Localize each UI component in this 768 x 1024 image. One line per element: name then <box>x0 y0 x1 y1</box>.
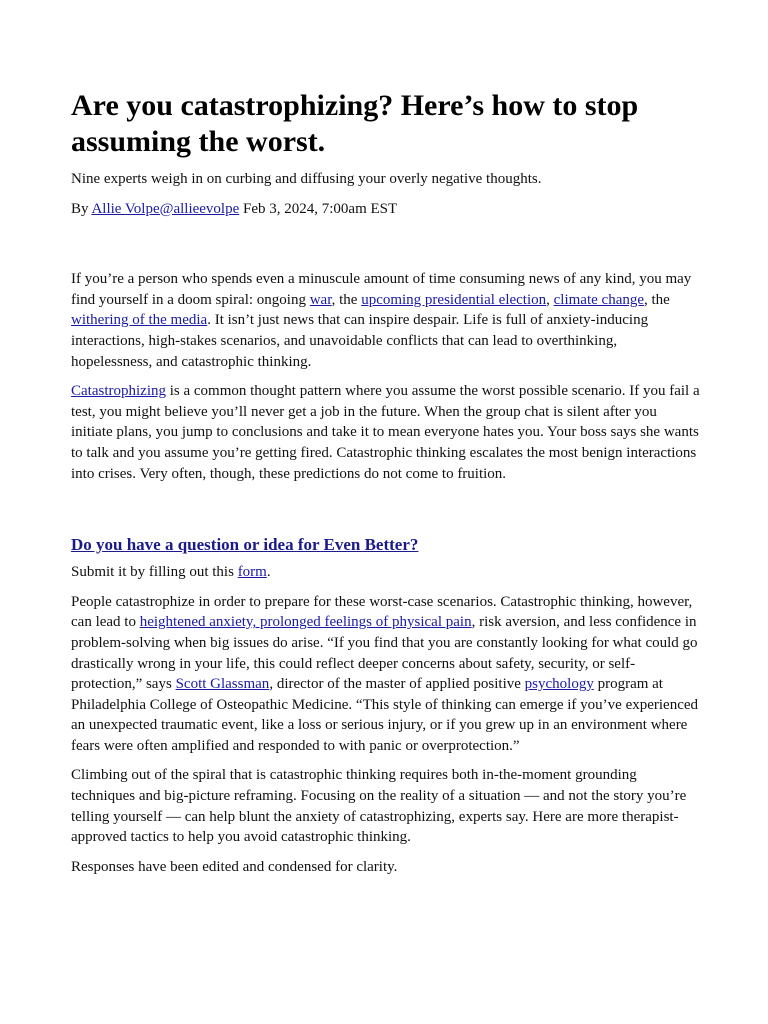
text: , the <box>644 291 670 308</box>
callout-text <box>71 562 701 583</box>
link-psychology[interactable]: psychology <box>524 676 594 693</box>
text: , risk aversion, and less confidence in problem-solving when big issues do arise. “If you find that you are constantly looking for what could go drastically wrong in your life, this could reflect deeper concerns about safety, security, or self-protection,” says <box>71 614 698 693</box>
text: If you’re a person who spends even a minuscule amount of time consuming news of any kind, you may find yourself in a doom spiral: ongoing <box>71 271 692 308</box>
link-climate-change[interactable]: climate change <box>553 291 645 308</box>
link-war[interactable]: war <box>309 291 332 308</box>
publish-date: Feb 3, 2024, 7:00am EST <box>239 200 398 217</box>
text: , the <box>331 291 362 308</box>
paragraph-2 <box>71 381 701 484</box>
paragraph-5: Responses have been edited and condensed for clarity. <box>71 858 398 875</box>
spacer <box>71 493 701 534</box>
article <box>71 88 701 886</box>
text: , <box>546 291 554 308</box>
link-heightened-anxiety[interactable]: heightened anxiety, prolonged feelings of physical pain <box>139 614 472 631</box>
dek: Nine experts weigh in on curbing and diffusing your overly negative thoughts. <box>71 171 542 187</box>
paragraph-3 <box>71 592 701 757</box>
text: , director of the master of applied positive <box>269 676 525 693</box>
link-scott-glassman[interactable]: Scott Glassman <box>175 676 270 693</box>
headline: Are you catastrophizing? Here’s how to stop assuming the worst. <box>71 89 639 158</box>
text: People catastrophize in order to prepare for these worst-case scenarios. Catastrophic thinking, however, can lead to <box>71 593 693 631</box>
text: . It isn’t just news that can inspire despair. Life is full of anxiety-inducing interactions, high-stakes scenarios, and unavoidable conflicts that can lead to overthinking, hopelessness, and catastrophic thinking. <box>71 312 649 370</box>
byline-prefix: By <box>71 200 92 217</box>
callout-heading-link[interactable]: Do you have a question or idea for Even Better? <box>71 535 419 555</box>
callout-heading <box>71 534 701 556</box>
author-link[interactable]: Allie Volpe@allieevolpe <box>91 200 240 217</box>
paragraph-4: Climbing out of the spiral that is catastrophic thinking requires both in-the-moment grounding techniques and big-picture reframing. Focusing on the reality of a situation — and not the story you’re telling yourself — can help blunt the anxiety of catastrophizing, experts say. Here are more therapist-approved tactics to help you avoid catastrophic thinking. <box>71 767 687 846</box>
text: . <box>266 564 271 581</box>
paragraph-1 <box>71 269 701 372</box>
link-withering-of-media[interactable]: withering of the media <box>71 312 208 329</box>
text: Submit it by filling out this <box>71 564 238 581</box>
link-presidential-election[interactable]: upcoming presidential election <box>361 291 547 308</box>
text: program at Philadelphia College of Osteopathic Medicine. “This style of thinking can emerge if you’ve experienced an unexpected traumatic event, like a loss or serious injury, or if you grew up in an environment where fears were often amplified and responded to with panic or overprotection.” <box>71 676 699 754</box>
link-form[interactable]: form <box>237 564 267 581</box>
text: is a common thought pattern where you assume the worst possible scenario. If you fail a test, you might believe you’ll never get a job in the future. When the group chat is silent after you initiate plans, you jump to conclusions and take it to mean everyone hates you. Your boss says she wants to talk and you assume you’re getting fired. Catastrophic thinking escalates the most benign interactions into crises. Very often, though, these predictions do not come to fruition. <box>71 383 700 482</box>
link-catastrophizing[interactable]: Catastrophizing <box>71 383 166 400</box>
byline <box>71 199 701 220</box>
